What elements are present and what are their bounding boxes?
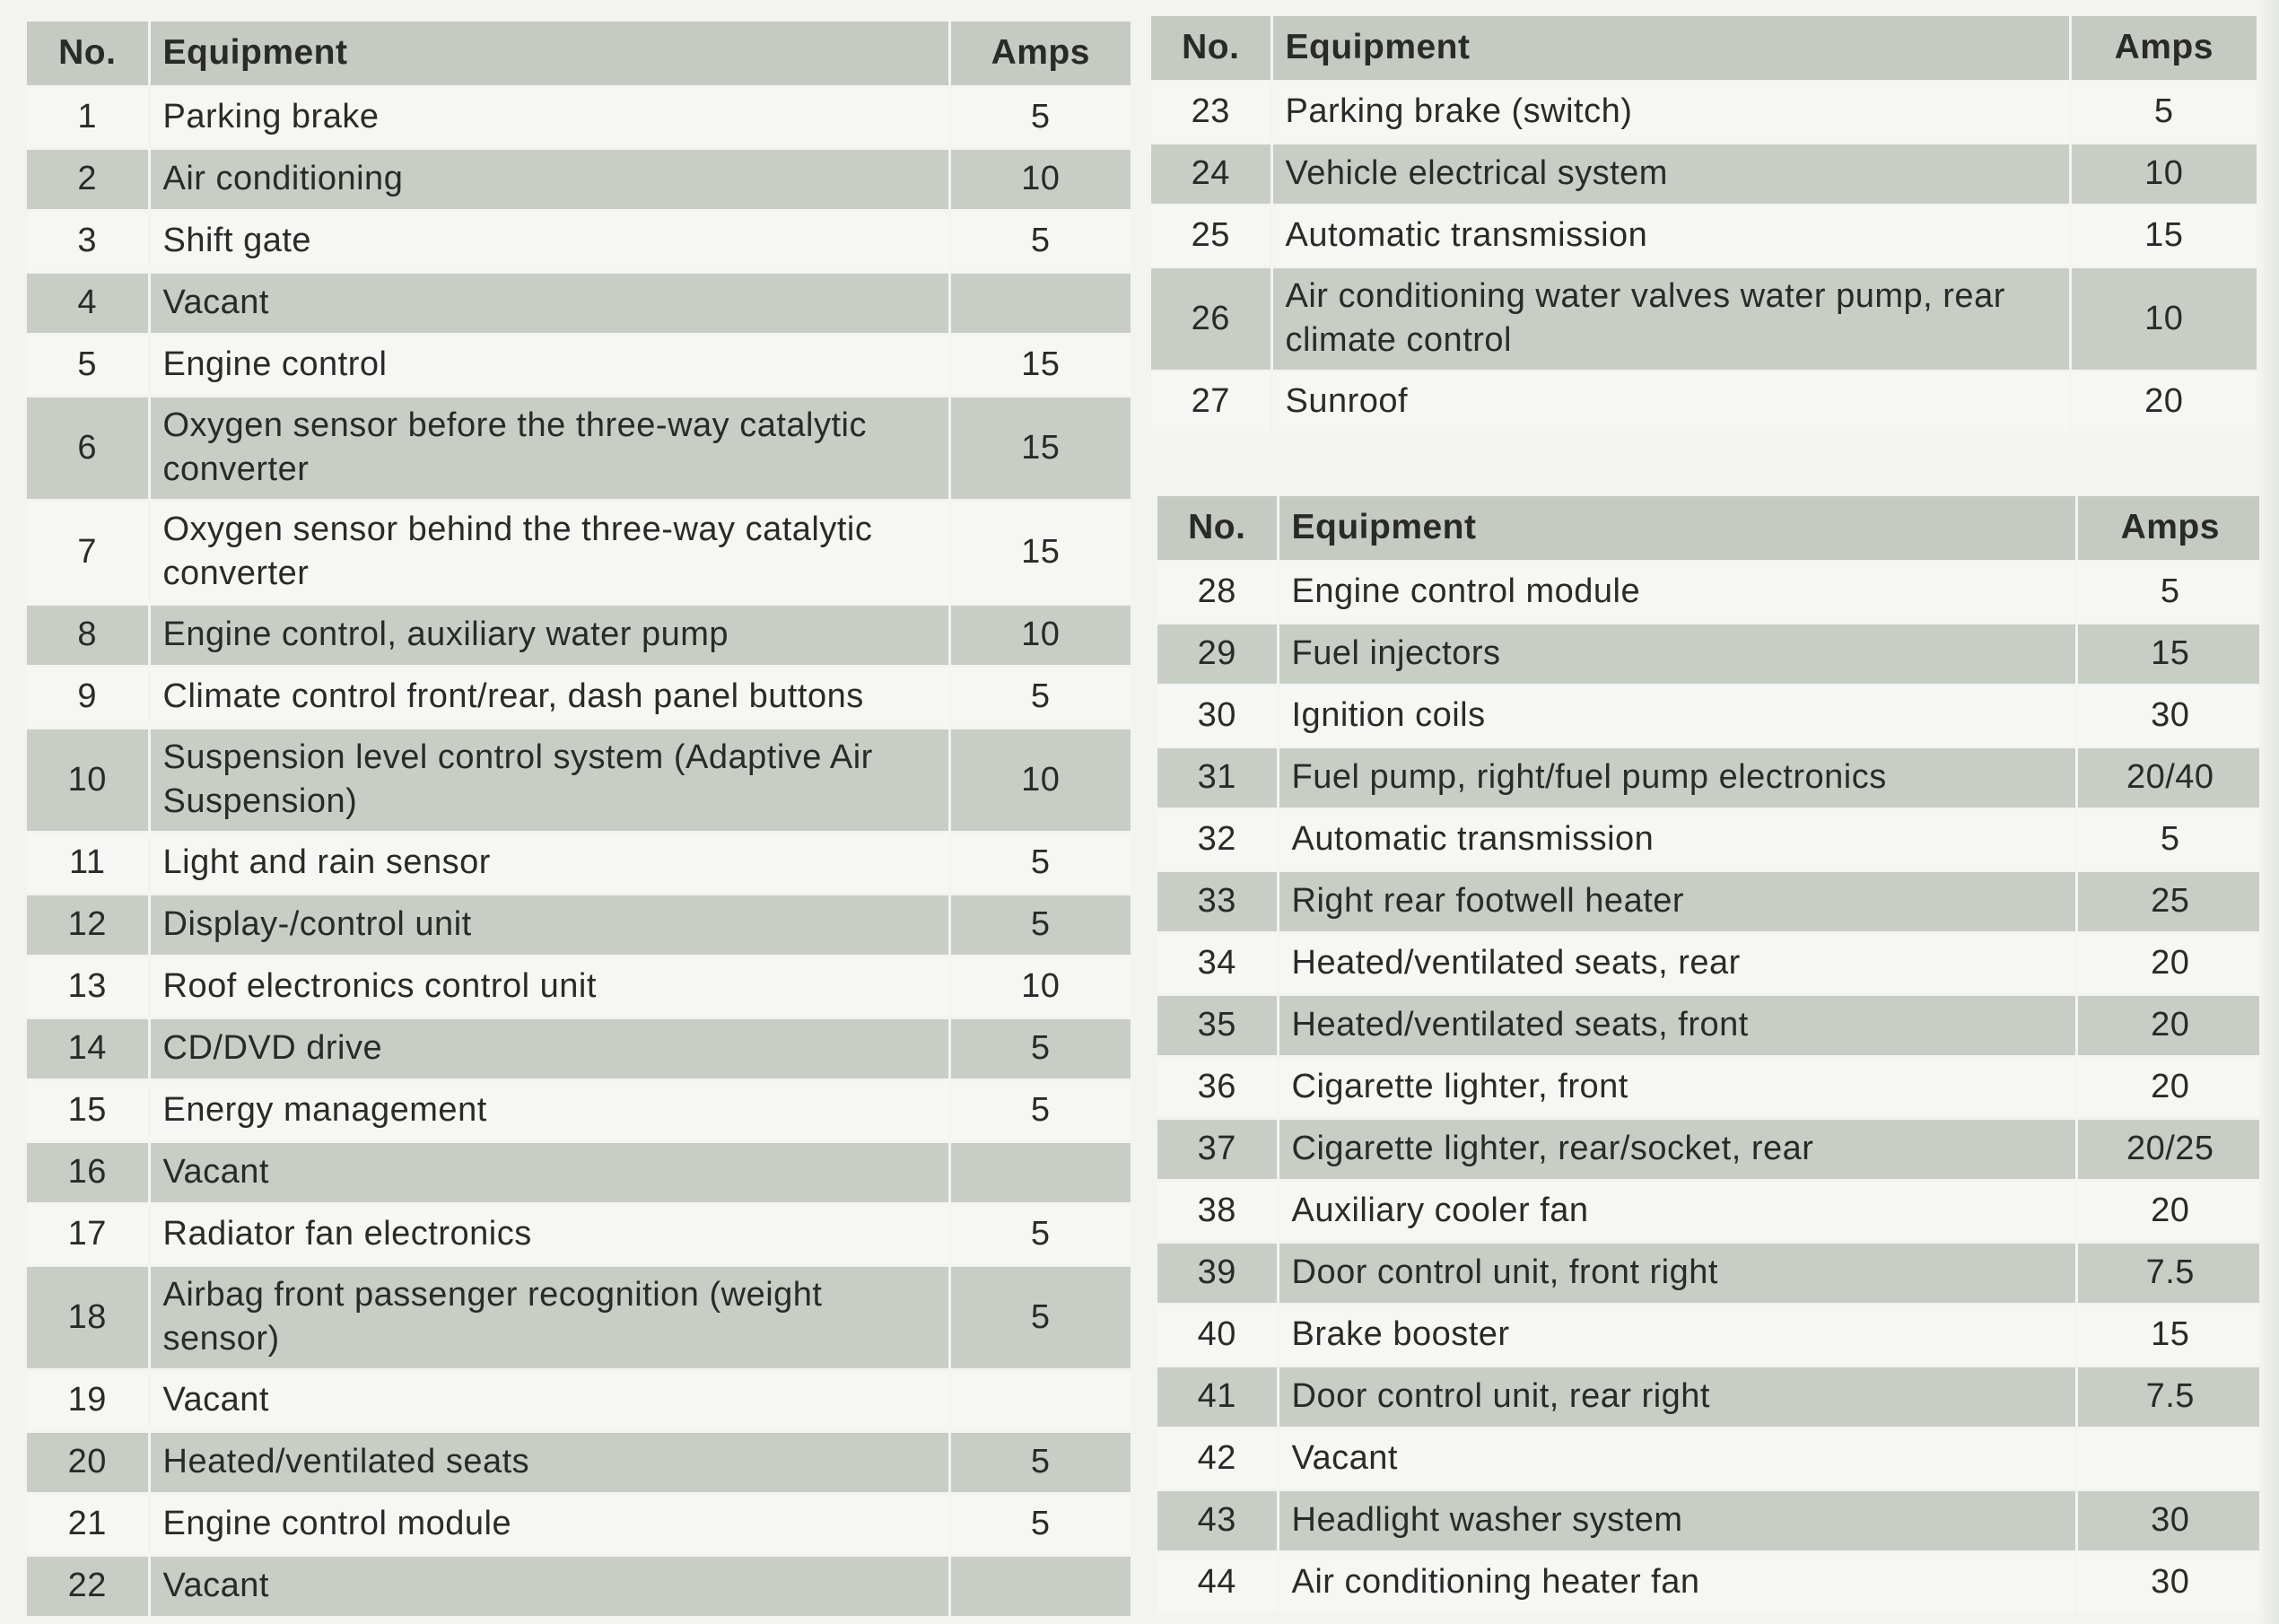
fuse-number: 7 [27, 500, 149, 604]
fuse-equipment: Heated/ventilated seats, front [1278, 994, 2076, 1056]
fuse-equipment: Engine control module [149, 1493, 949, 1555]
fuse-amps: 10 [949, 148, 1131, 210]
fuse-number: 20 [27, 1431, 149, 1493]
table-row [1157, 1304, 2263, 1366]
fuse-amps: 5 [2076, 561, 2263, 623]
fuse-amps: 15 [949, 396, 1131, 500]
table-row [27, 832, 1131, 894]
table-row [1157, 1428, 2263, 1489]
fuse-number: 13 [27, 956, 149, 1017]
fuse-equipment: Parking brake (switch) [1271, 81, 2070, 143]
table-row [1157, 1056, 2263, 1118]
fuse-equipment: Engine control, auxiliary water pump [149, 604, 949, 666]
fuse-equipment: CD/DVD drive [149, 1017, 949, 1079]
fuse-equipment: Energy management [149, 1079, 949, 1141]
fuse-equipment: Roof electronics control unit [149, 956, 949, 1017]
fuse-number: 31 [1157, 747, 1278, 808]
fuse-number: 4 [27, 272, 149, 334]
table-row [1157, 932, 2263, 994]
fuse-amps [949, 1141, 1131, 1203]
fuse-amps: 7.5 [2076, 1366, 2263, 1428]
fuse-number: 9 [27, 666, 149, 728]
table-row [1157, 561, 2263, 623]
table-row [27, 1017, 1131, 1079]
fuse-amps: 15 [949, 500, 1131, 604]
header-equipment: Equipment [149, 22, 949, 86]
header-amps: Amps [2076, 496, 2263, 561]
fuse-amps: 10 [2070, 143, 2257, 205]
fuse-number: 37 [1157, 1118, 1278, 1180]
table-row [1157, 685, 2263, 747]
table-row [1157, 1551, 2263, 1613]
fuse-amps: 20/40 [2076, 747, 2263, 808]
header-no: No. [1157, 496, 1278, 561]
table-header-row [1157, 496, 2263, 561]
fuse-amps: 10 [2070, 266, 2257, 371]
fuse-equipment: Vacant [149, 272, 949, 334]
table-row [27, 396, 1131, 500]
fuse-number: 44 [1157, 1551, 1278, 1613]
table-row [27, 1265, 1131, 1369]
fuse-equipment: Automatic transmission [1271, 205, 2070, 266]
fuse-equipment: Oxygen sensor before the three-way catalytic converter [149, 396, 949, 500]
table-row [27, 894, 1131, 956]
fuse-number: 2 [27, 148, 149, 210]
fuse-equipment: Auxiliary cooler fan [1278, 1180, 2076, 1242]
table-row [27, 1369, 1131, 1431]
fuse-number: 25 [1151, 205, 1271, 266]
table-row [1151, 371, 2257, 432]
fuse-equipment: Sunroof [1271, 371, 2070, 432]
page-edge-shadow [2259, 0, 2279, 1624]
fuse-table-left [27, 22, 1131, 1619]
fuse-amps [949, 272, 1131, 334]
fuse-equipment: Display-/control unit [149, 894, 949, 956]
fuse-amps: 15 [2076, 623, 2263, 685]
header-no: No. [1151, 16, 1271, 81]
fuse-number: 43 [1157, 1489, 1278, 1551]
fuse-number: 33 [1157, 870, 1278, 932]
fuse-number: 41 [1157, 1366, 1278, 1428]
fuse-number: 42 [1157, 1428, 1278, 1489]
fuse-amps: 5 [949, 1493, 1131, 1555]
fuse-equipment: Fuel injectors [1278, 623, 2076, 685]
fuse-amps: 5 [949, 832, 1131, 894]
fuse-amps: 5 [949, 894, 1131, 956]
fuse-amps: 20 [2076, 1056, 2263, 1118]
fuse-amps: 25 [2076, 870, 2263, 932]
fuse-amps: 30 [2076, 685, 2263, 747]
fuse-number: 30 [1157, 685, 1278, 747]
fuse-amps: 30 [2076, 1551, 2263, 1613]
fuse-amps: 5 [949, 1265, 1131, 1369]
fuse-equipment: Cigarette lighter, front [1278, 1056, 2076, 1118]
fuse-amps: 7.5 [2076, 1242, 2263, 1304]
fuse-amps [949, 1555, 1131, 1617]
fuse-number: 27 [1151, 371, 1271, 432]
fuse-number: 35 [1157, 994, 1278, 1056]
table-row [1157, 623, 2263, 685]
fuse-amps: 5 [949, 210, 1131, 272]
table-row [27, 1493, 1131, 1555]
table-row [1157, 1242, 2263, 1304]
fuse-number: 28 [1157, 561, 1278, 623]
fuse-number: 6 [27, 396, 149, 500]
table-row [27, 210, 1131, 272]
fuse-table-right-bottom [1157, 496, 2263, 1615]
table-row [1151, 143, 2257, 205]
fuse-equipment: Airbag front passenger recognition (weight sensor) [149, 1265, 949, 1369]
fuse-amps: 20 [2076, 994, 2263, 1056]
fuse-equipment: Vacant [1278, 1428, 2076, 1489]
fuse-number: 32 [1157, 808, 1278, 870]
table-row [1157, 1366, 2263, 1428]
fuse-number: 24 [1151, 143, 1271, 205]
fuse-number: 18 [27, 1265, 149, 1369]
table-row [27, 1141, 1131, 1203]
fuse-number: 1 [27, 86, 149, 148]
table-row [1157, 1489, 2263, 1551]
fuse-number: 19 [27, 1369, 149, 1431]
fuse-amps: 5 [949, 1079, 1131, 1141]
fuse-number: 11 [27, 832, 149, 894]
table-row [27, 500, 1131, 604]
fuse-amps: 5 [949, 666, 1131, 728]
fuse-equipment: Vacant [149, 1369, 949, 1431]
fuse-amps: 15 [2076, 1304, 2263, 1366]
fuse-amps: 20 [2076, 932, 2263, 994]
fuse-amps: 20 [2076, 1180, 2263, 1242]
table-row [27, 1079, 1131, 1141]
fuse-amps: 20 [2070, 371, 2257, 432]
fuse-equipment: Engine control module [1278, 561, 2076, 623]
table-row [1151, 266, 2257, 371]
fuse-equipment: Climate control front/rear, dash panel buttons [149, 666, 949, 728]
fuse-amps: 20/25 [2076, 1118, 2263, 1180]
fuse-amps: 15 [949, 334, 1131, 396]
fuse-table-right-top [1151, 16, 2257, 434]
table-row [27, 272, 1131, 334]
fuse-amps: 10 [949, 604, 1131, 666]
fuse-number: 3 [27, 210, 149, 272]
fuse-number: 22 [27, 1555, 149, 1617]
table-header-row [1151, 16, 2257, 81]
fuse-equipment: Oxygen sensor behind the three-way catalytic converter [149, 500, 949, 604]
table-row [27, 666, 1131, 728]
fuse-equipment: Cigarette lighter, rear/socket, rear [1278, 1118, 2076, 1180]
fuse-amps: 5 [2070, 81, 2257, 143]
fuse-equipment: Vacant [149, 1141, 949, 1203]
table-row [1157, 994, 2263, 1056]
fuse-amps: 5 [949, 86, 1131, 148]
fuse-equipment: Fuel pump, right/fuel pump electronics [1278, 747, 2076, 808]
fuse-number: 5 [27, 334, 149, 396]
fuse-amps: 5 [949, 1017, 1131, 1079]
fuse-amps: 10 [949, 728, 1131, 832]
header-no: No. [27, 22, 149, 86]
table-row [1151, 205, 2257, 266]
fuse-equipment: Shift gate [149, 210, 949, 272]
fuse-equipment: Door control unit, front right [1278, 1242, 2076, 1304]
header-equipment: Equipment [1271, 16, 2070, 81]
table-row [27, 1555, 1131, 1617]
fuse-number: 15 [27, 1079, 149, 1141]
table-row [1157, 808, 2263, 870]
fuse-equipment: Engine control [149, 334, 949, 396]
table-row [27, 1431, 1131, 1493]
fuse-number: 21 [27, 1493, 149, 1555]
fuse-number: 12 [27, 894, 149, 956]
fuse-equipment: Air conditioning heater fan [1278, 1551, 2076, 1613]
fuse-equipment: Suspension level control system (Adaptive Air Suspension) [149, 728, 949, 832]
fuse-equipment: Right rear footwell heater [1278, 870, 2076, 932]
table-header-row [27, 22, 1131, 86]
fuse-equipment: Door control unit, rear right [1278, 1366, 2076, 1428]
fuse-equipment: Vehicle electrical system [1271, 143, 2070, 205]
fuse-amps: 15 [2070, 205, 2257, 266]
table-row [27, 604, 1131, 666]
fuse-amps: 5 [949, 1431, 1131, 1493]
table-row [1157, 1118, 2263, 1180]
fuse-equipment: Heated/ventilated seats, rear [1278, 932, 2076, 994]
fuse-amps: 5 [2076, 808, 2263, 870]
fuse-number: 36 [1157, 1056, 1278, 1118]
fuse-equipment: Parking brake [149, 86, 949, 148]
fuse-amps: 5 [949, 1203, 1131, 1265]
fuse-equipment: Headlight washer system [1278, 1489, 2076, 1551]
fuse-equipment: Air conditioning water valves water pump, rear climate control [1271, 266, 2070, 371]
table-row [27, 148, 1131, 210]
table-row [1157, 747, 2263, 808]
fuse-amps [949, 1369, 1131, 1431]
table-row [27, 728, 1131, 832]
table-row [27, 1203, 1131, 1265]
header-amps: Amps [949, 22, 1131, 86]
fuse-equipment: Vacant [149, 1555, 949, 1617]
fuse-equipment: Radiator fan electronics [149, 1203, 949, 1265]
fuse-number: 14 [27, 1017, 149, 1079]
fuse-number: 8 [27, 604, 149, 666]
table-row [1151, 81, 2257, 143]
fuse-amps: 30 [2076, 1489, 2263, 1551]
fuse-number: 10 [27, 728, 149, 832]
fuse-number: 38 [1157, 1180, 1278, 1242]
table-row [27, 334, 1131, 396]
fuse-equipment: Heated/ventilated seats [149, 1431, 949, 1493]
table-row [1157, 1180, 2263, 1242]
header-amps: Amps [2070, 16, 2257, 81]
fuse-number: 26 [1151, 266, 1271, 371]
fuse-equipment: Ignition coils [1278, 685, 2076, 747]
table-row [27, 86, 1131, 148]
fuse-number: 39 [1157, 1242, 1278, 1304]
fuse-amps [2076, 1428, 2263, 1489]
fuse-number: 17 [27, 1203, 149, 1265]
table-row [27, 956, 1131, 1017]
fuse-number: 23 [1151, 81, 1271, 143]
fuse-equipment: Air conditioning [149, 148, 949, 210]
table-row [1157, 870, 2263, 932]
fuse-equipment: Automatic transmission [1278, 808, 2076, 870]
fuse-number: 34 [1157, 932, 1278, 994]
fuse-equipment: Light and rain sensor [149, 832, 949, 894]
fuse-number: 40 [1157, 1304, 1278, 1366]
fuse-number: 16 [27, 1141, 149, 1203]
fuse-amps: 10 [949, 956, 1131, 1017]
fuse-number: 29 [1157, 623, 1278, 685]
header-equipment: Equipment [1278, 496, 2076, 561]
fuse-equipment: Brake booster [1278, 1304, 2076, 1366]
